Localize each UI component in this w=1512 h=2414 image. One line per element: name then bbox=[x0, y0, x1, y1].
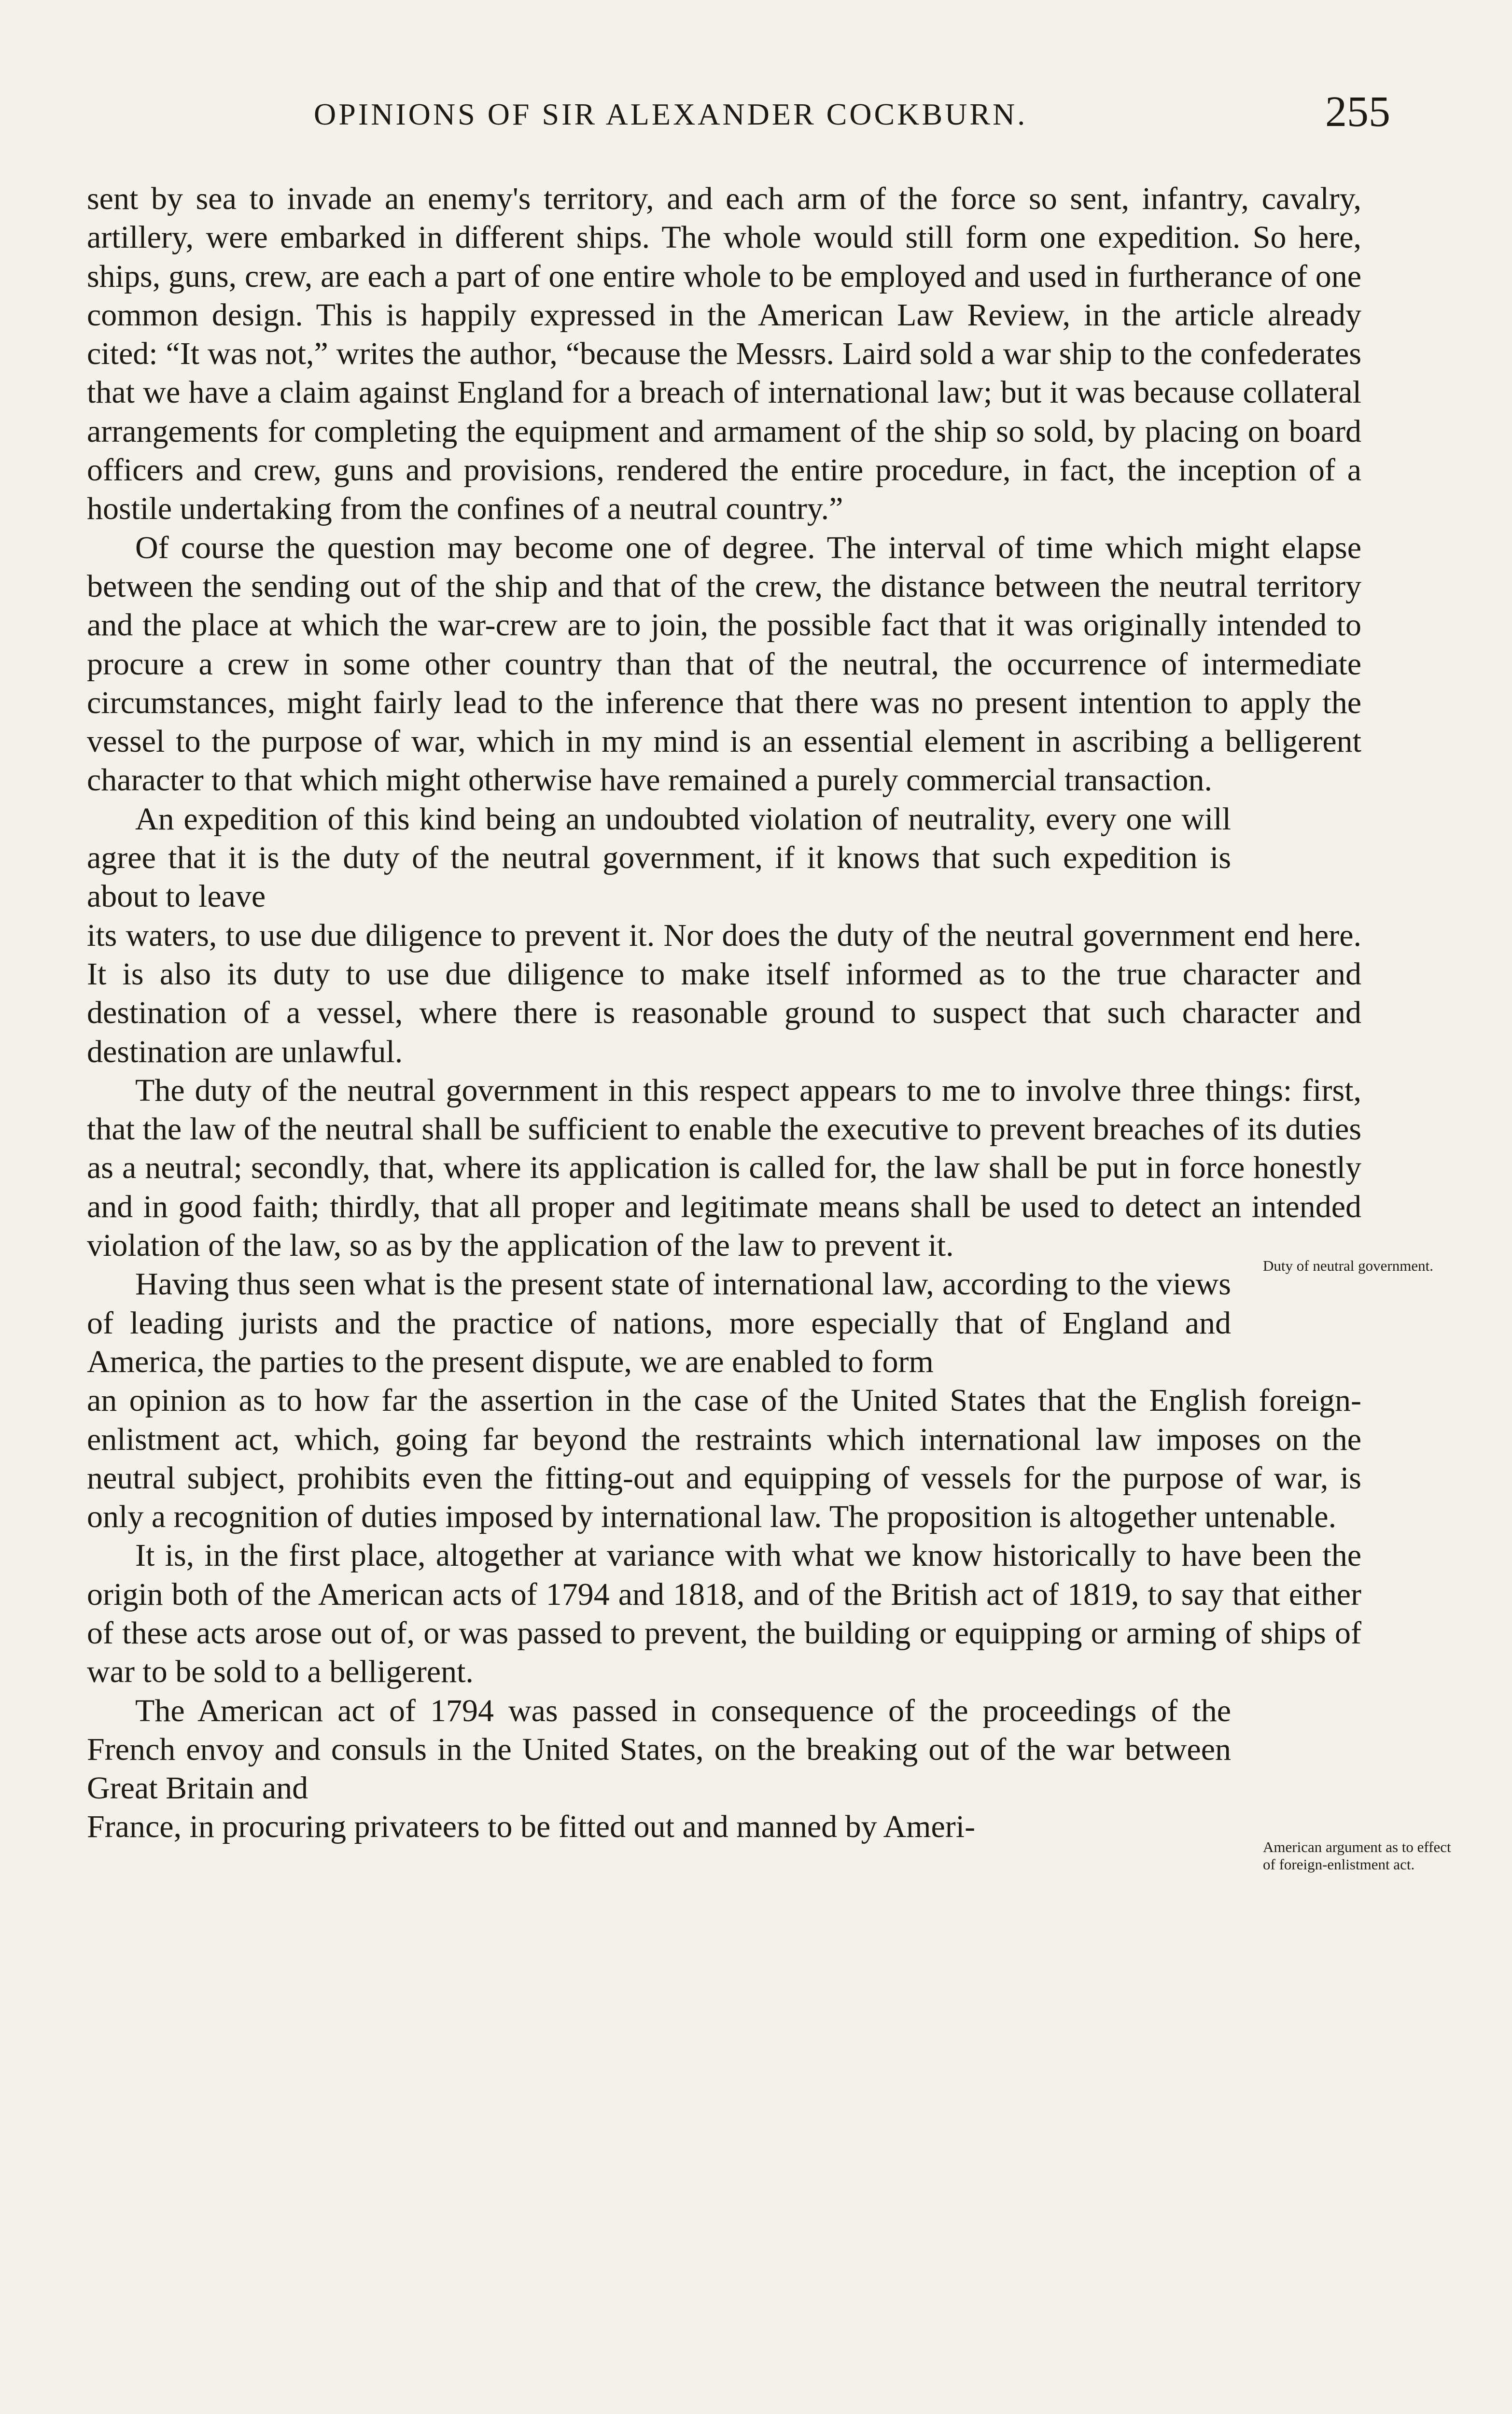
paragraph-assertion: an opinion as to how far the assertion in the case of the United States that the English foreign-enlistment act, which, going far beyond the restraints which international law imposes on the neutral subject, prohibits even the fitting-out and equipping of vessels for the purpose of war, is only a recognition of duties imposed by international law. The proposition is altogether untenable. bbox=[87, 1383, 1361, 1535]
paragraph-historical-origin: It is, in the first place, altogether at variance with what we know historically to have been the origin both of the American acts of 1794 and 1818, and of the British act of 1819, to say that either of these acts arose out of, or was passed to prevent, the building or equipping or arming of ships of war to be sold to a belligerent. bbox=[87, 1538, 1361, 1690]
paragraph-question-of-degree: Of course the question may become one of degree. The interval of time which might elapse between the sending out of the ship and that of the crew, the distance between the neutral territory and the place at which the war-crew are to join, the possible fact that it was originally intended to procure a crew in some other country than that of the neutral, the occurrence of intermediate circumstances, might fairly lead to the inference that there was no present intention to apply the vessel to the purpose of war, which in my mind is an essential element in ascribing a belligerent character to that which might otherwise have remained a purely commercial transaction. bbox=[87, 530, 1361, 798]
paragraph-france-privateers: France, in procuring privateers to be fitted out and manned by Ameri- bbox=[87, 1809, 976, 1845]
paragraph-duty-intro: An expedition of this kind being an undoubted violation of neutrality, every one will agree that it is the duty of the neutral government, if it knows that such expedition is about to leave bbox=[87, 801, 1231, 914]
paragraph-duty-continued: its waters, to use due diligence to prevent it. Nor does the duty of the neutral government end here. It is also its duty to use due diligence to make itself informed as to the true character and destination of a vessel, where there is reasonable ground to suspect that such character and destination are unlawful. bbox=[87, 917, 1361, 1069]
paragraph-three-things: The duty of the neutral government in this respect appears to me to involve three things: first, that the law of the neutral shall be sufficient to enable the executive to prevent breaches of its duties as a neutral; secondly, that, where its application is called for, the law shall be put in force honestly and in good faith; thirdly, that all proper and legitimate means shall be used to detect an intended violation of the law, so as by the application of the law to prevent it. bbox=[87, 1072, 1361, 1263]
body-text bbox=[87, 180, 1451, 1873]
paragraph-expedition-analogy: sent by sea to invade an enemy's territory, and each arm of the force so sent, infantry, cavalry, artillery, were embarked in different ships. The whole would still form one expedition. So here, ships, guns, crew, are each a part of one entire whole to be employed and used in furtherance of one common design. This is happily expressed in the American Law Review, in the article already cited: “It was not,” writes the author, “because the Messrs. Laird sold a war ship to the confederates that we have a claim against England for a breach of international law; but it was because collateral arrangements for completing the equipment and armament of the ship so sold, by placing on board officers and crew, guns and provisions, rendered the entire procedure, in fact, the inception of a hostile undertaking from the confines of a neutral country.” bbox=[87, 181, 1361, 527]
paragraph-act-1794: The American act of 1794 was passed in consequence of the proceedings of the French envoy and consuls in the United States, on the breaking out of the war between Great Britain and bbox=[87, 1693, 1231, 1806]
paragraph-present-state: Having thus seen what is the present state of international law, according to the views of leading jurists and the practice of nations, more especially that of England and America, the parties to the present dispute, we are enabled to form bbox=[87, 1266, 1231, 1379]
page-number: 255 bbox=[1325, 88, 1390, 136]
margin-note-american-argument: American argument as to effect of foreign-enlistment act. bbox=[1263, 1839, 1451, 1873]
running-head bbox=[97, 87, 1390, 140]
running-title: OPINIONS OF SIR ALEXANDER COCKBURN. bbox=[314, 97, 1028, 131]
margin-note-duty: Duty of neutral government. bbox=[1263, 1257, 1433, 1274]
